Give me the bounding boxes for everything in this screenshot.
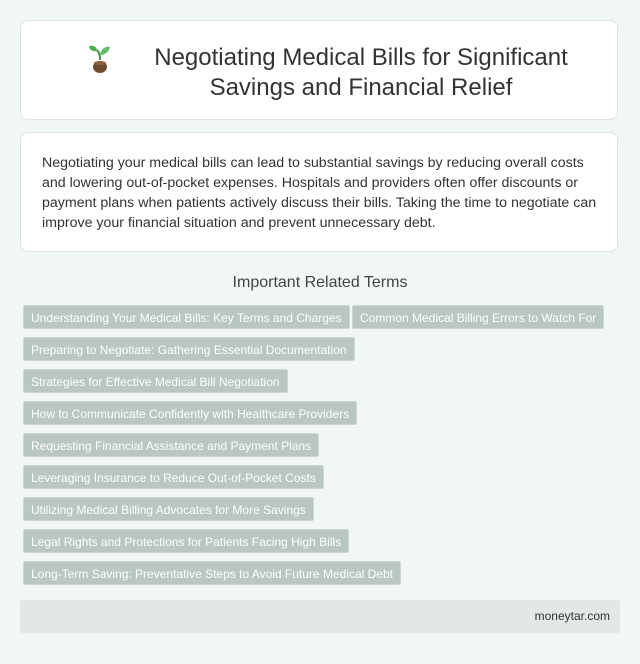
related-term-tag[interactable]: Legal Rights and Protections for Patients Facing High Bills [23, 529, 349, 553]
related-term-tag[interactable]: Common Medical Billing Errors to Watch For [352, 305, 604, 329]
intro-paragraph: Negotiating your medical bills can lead to substantial savings by reducing overall costs and lowering out-of-pocket expenses. Hospitals and providers often offer discounts or payment plans when patients actively discuss their bills. Taking the time to negotiate can improve your financial situation and prevent unnecessary debt. [42, 155, 597, 231]
sprout-icon [87, 43, 113, 73]
related-term-tag[interactable]: How to Communicate Confidently with Healthcare Providers [23, 401, 357, 425]
related-terms-heading: Important Related Terms [232, 274, 408, 291]
intro-card [20, 132, 618, 252]
related-term-tag[interactable]: Strategies for Effective Medical Bill Negotiation [23, 369, 288, 393]
related-term-tag[interactable]: Understanding Your Medical Bills: Key Terms and Charges [23, 305, 350, 329]
footer [20, 600, 620, 633]
footer-site-link[interactable]: moneytar.com [534, 609, 610, 623]
related-term-tag[interactable]: Requesting Financial Assistance and Payment Plans [23, 433, 319, 457]
related-term-tag[interactable]: Utilizing Medical Billing Advocates for More Savings [23, 497, 314, 521]
related-term-tag[interactable]: Preparing to Negotiate: Gathering Essential Documentation [23, 337, 355, 361]
related-term-tag[interactable]: Leveraging Insurance to Reduce Out-of-Pocket Costs [23, 465, 324, 489]
title-card [20, 20, 618, 120]
page-title: Negotiating Medical Bills for Significant Savings and Financial Relief [154, 44, 568, 101]
related-term-tag[interactable]: Long-Term Saving: Preventative Steps to Avoid Future Medical Debt [23, 561, 401, 585]
